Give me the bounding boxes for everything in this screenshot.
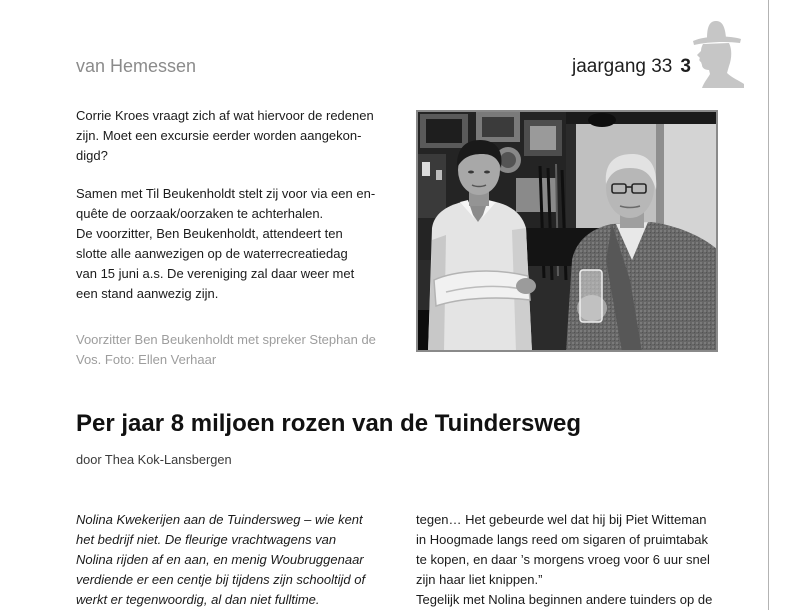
photo-caption (76, 330, 376, 370)
text-line: De voorzitter, Ben Beukenholdt, attendeert ten (76, 226, 343, 241)
volume-label: jaargang 33 (572, 56, 673, 77)
article-title: Per jaar 8 miljoen rozen van de Tuindersweg (76, 410, 582, 437)
article-byline: door Thea Kok-Lansbergen (76, 452, 232, 467)
text-line: Nolina rijden af en aan, en menig Woubruggenaar (76, 552, 364, 567)
text-line: werkt er tegenwoordig, al dan niet fulltime. (76, 592, 320, 607)
text-line: tegen… Het gebeurde wel dat hij bij Piet Witteman (416, 512, 707, 527)
text-line: een stand aanwezig zijn. (76, 286, 219, 301)
article-column-left (76, 510, 365, 610)
text-line: te kopen, en daar ’s morgens vroeg voor 6 uur snel (416, 552, 710, 567)
caption-line: Vos. Foto: Ellen Verhaar (76, 352, 217, 367)
text-line: in Hoogmade langs reed om sigaren of pruimtabak (416, 532, 708, 547)
intro-paragraph-1 (76, 106, 374, 166)
text-line: digd? (76, 148, 108, 163)
text-line: zijn. Moet een excursie eerder worden aangekon- (76, 128, 362, 143)
page-edge-line (768, 0, 769, 610)
text-line: Tegelijk met Nolina beginnen andere tuinders op de (416, 592, 713, 607)
text-line: Samen met Til Beukenholdt stelt zij voor via een en- (76, 186, 376, 201)
caption-line: Voorzitter Ben Beukenholdt met spreker Stephan de (76, 332, 376, 347)
article-column-right (416, 510, 712, 610)
volume-indicator (572, 56, 691, 78)
issue-number: 3 (680, 56, 691, 77)
text-line: Corrie Kroes vraagt zich af wat hiervoor de redenen (76, 108, 374, 123)
intro-paragraph-2 (76, 184, 375, 304)
photo (416, 110, 718, 352)
text-line: het bedrijf niet. De fleurige vrachtwagens van (76, 532, 337, 547)
text-line: quête de oorzaak/oorzaken te achterhalen. (76, 206, 324, 221)
text-line: Nolina Kwekerijen aan de Tuindersweg – wie kent (76, 512, 363, 527)
text-line: slotte alle aanwezigen op de waterrecreatiedag (76, 246, 348, 261)
text-line: van 15 juni a.s. De vereniging zal daar weer met (76, 266, 355, 281)
text-line: zijn haar liet knippen.” (416, 572, 543, 587)
text-line: verdiende er een centje bij tijdens zijn schooltijd of (76, 572, 366, 587)
running-header-author: van Hemessen (76, 56, 197, 76)
man-with-hat-silhouette-icon (688, 18, 744, 88)
